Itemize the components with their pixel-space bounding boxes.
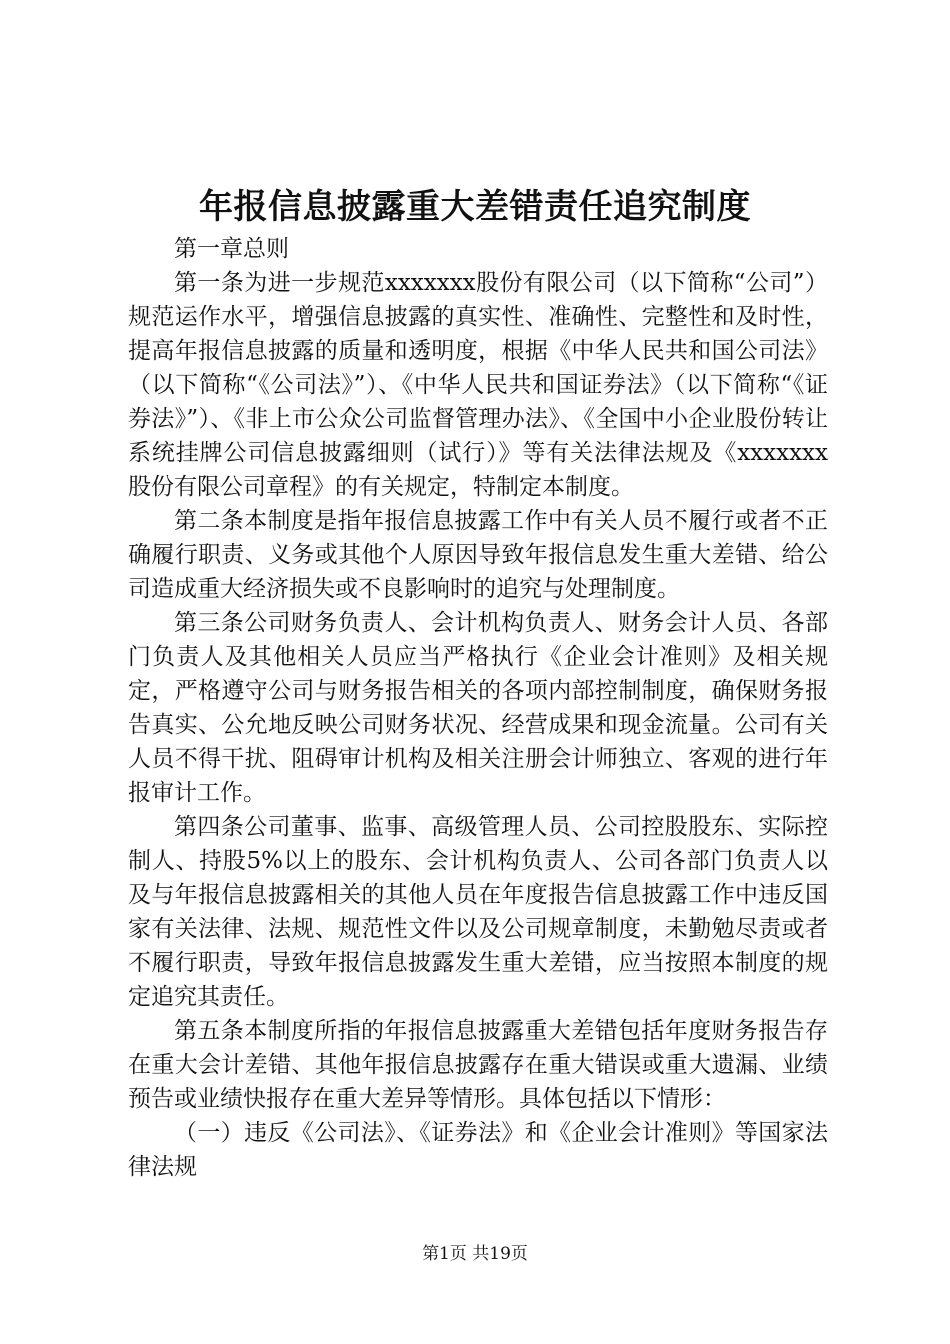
- article-5-paragraph: 第五条本制度所指的年报信息披露重大差错包括年度财务报告存在重大会计差错、其他年报信息披露存在重大错误或重大遗漏、业绩预告或业绩快报存在重大差异等情形。具体包括以下情形：: [128, 1018, 828, 1112]
- article-4-paragraph: 第四条公司董事、监事、高级管理人员、公司控股股东、实际控制人、持股5%以上的股东、会计机构负责人、公司各部门负责人以及与年报信息披露相关的其他人员在年度报告信息披露工作中违反国家有关法律、法规、规范性文件以及公司规章制度，未勤勉尽责或者不履行职责，导致年报信息披露发生重大差错，应当按照本制度的规定追究其责任。: [128, 814, 828, 1010]
- article-1-paragraph: 第一条为进一步规范xxxxxxx股份有限公司（以下简称“公司”）规范运作水平，增强信息披露的真实性、准确性、完整性和及时性，提高年报信息披露的质量和透明度，根据《中华人民共和国公司法》（以下简称“《公司法》”）、《中华人民共和国证券法》（以下简称“《证券法》”）、《非上市公众公司监督管理办法》、《全国中小企业股份转让系统挂牌公司信息披露细则（试行）》等有关法律法规及《xxxxxxx股份有限公司章程》的有关规定，特制定本制度。: [128, 270, 828, 500]
- article-3-paragraph: 第三条公司财务负责人、会计机构负责人、财务会计人员、各部门负责人及其他相关人员应当严格执行《企业会计准则》及相关规定，严格遵守公司与财务报告相关的各项内部控制制度，确保财务报告真实、公允地反映公司财务状况、经营成果和现金流量。公司有关人员不得干扰、阻碍审计机构及相关注册会计师独立、客观的进行年报审计工作。: [128, 610, 828, 806]
- document-body: [128, 232, 828, 1184]
- document-title: 年报信息披露重大差错责任追究制度: [199, 187, 751, 227]
- chapter-heading: 第一章总则: [174, 236, 289, 262]
- page-number-footer: 第1页 共19页: [422, 1244, 528, 1264]
- clause-1-paragraph: （一）违反《公司法》、《证券法》和《企业会计准则》等国家法律法规: [128, 1120, 828, 1180]
- article-2-paragraph: 第二条本制度是指年报信息披露工作中有关人员不履行或者不正确履行职责、义务或其他个人原因导致年报信息发生重大差错、给公司造成重大经济损失或不良影响时的追究与处理制度。: [128, 508, 828, 602]
